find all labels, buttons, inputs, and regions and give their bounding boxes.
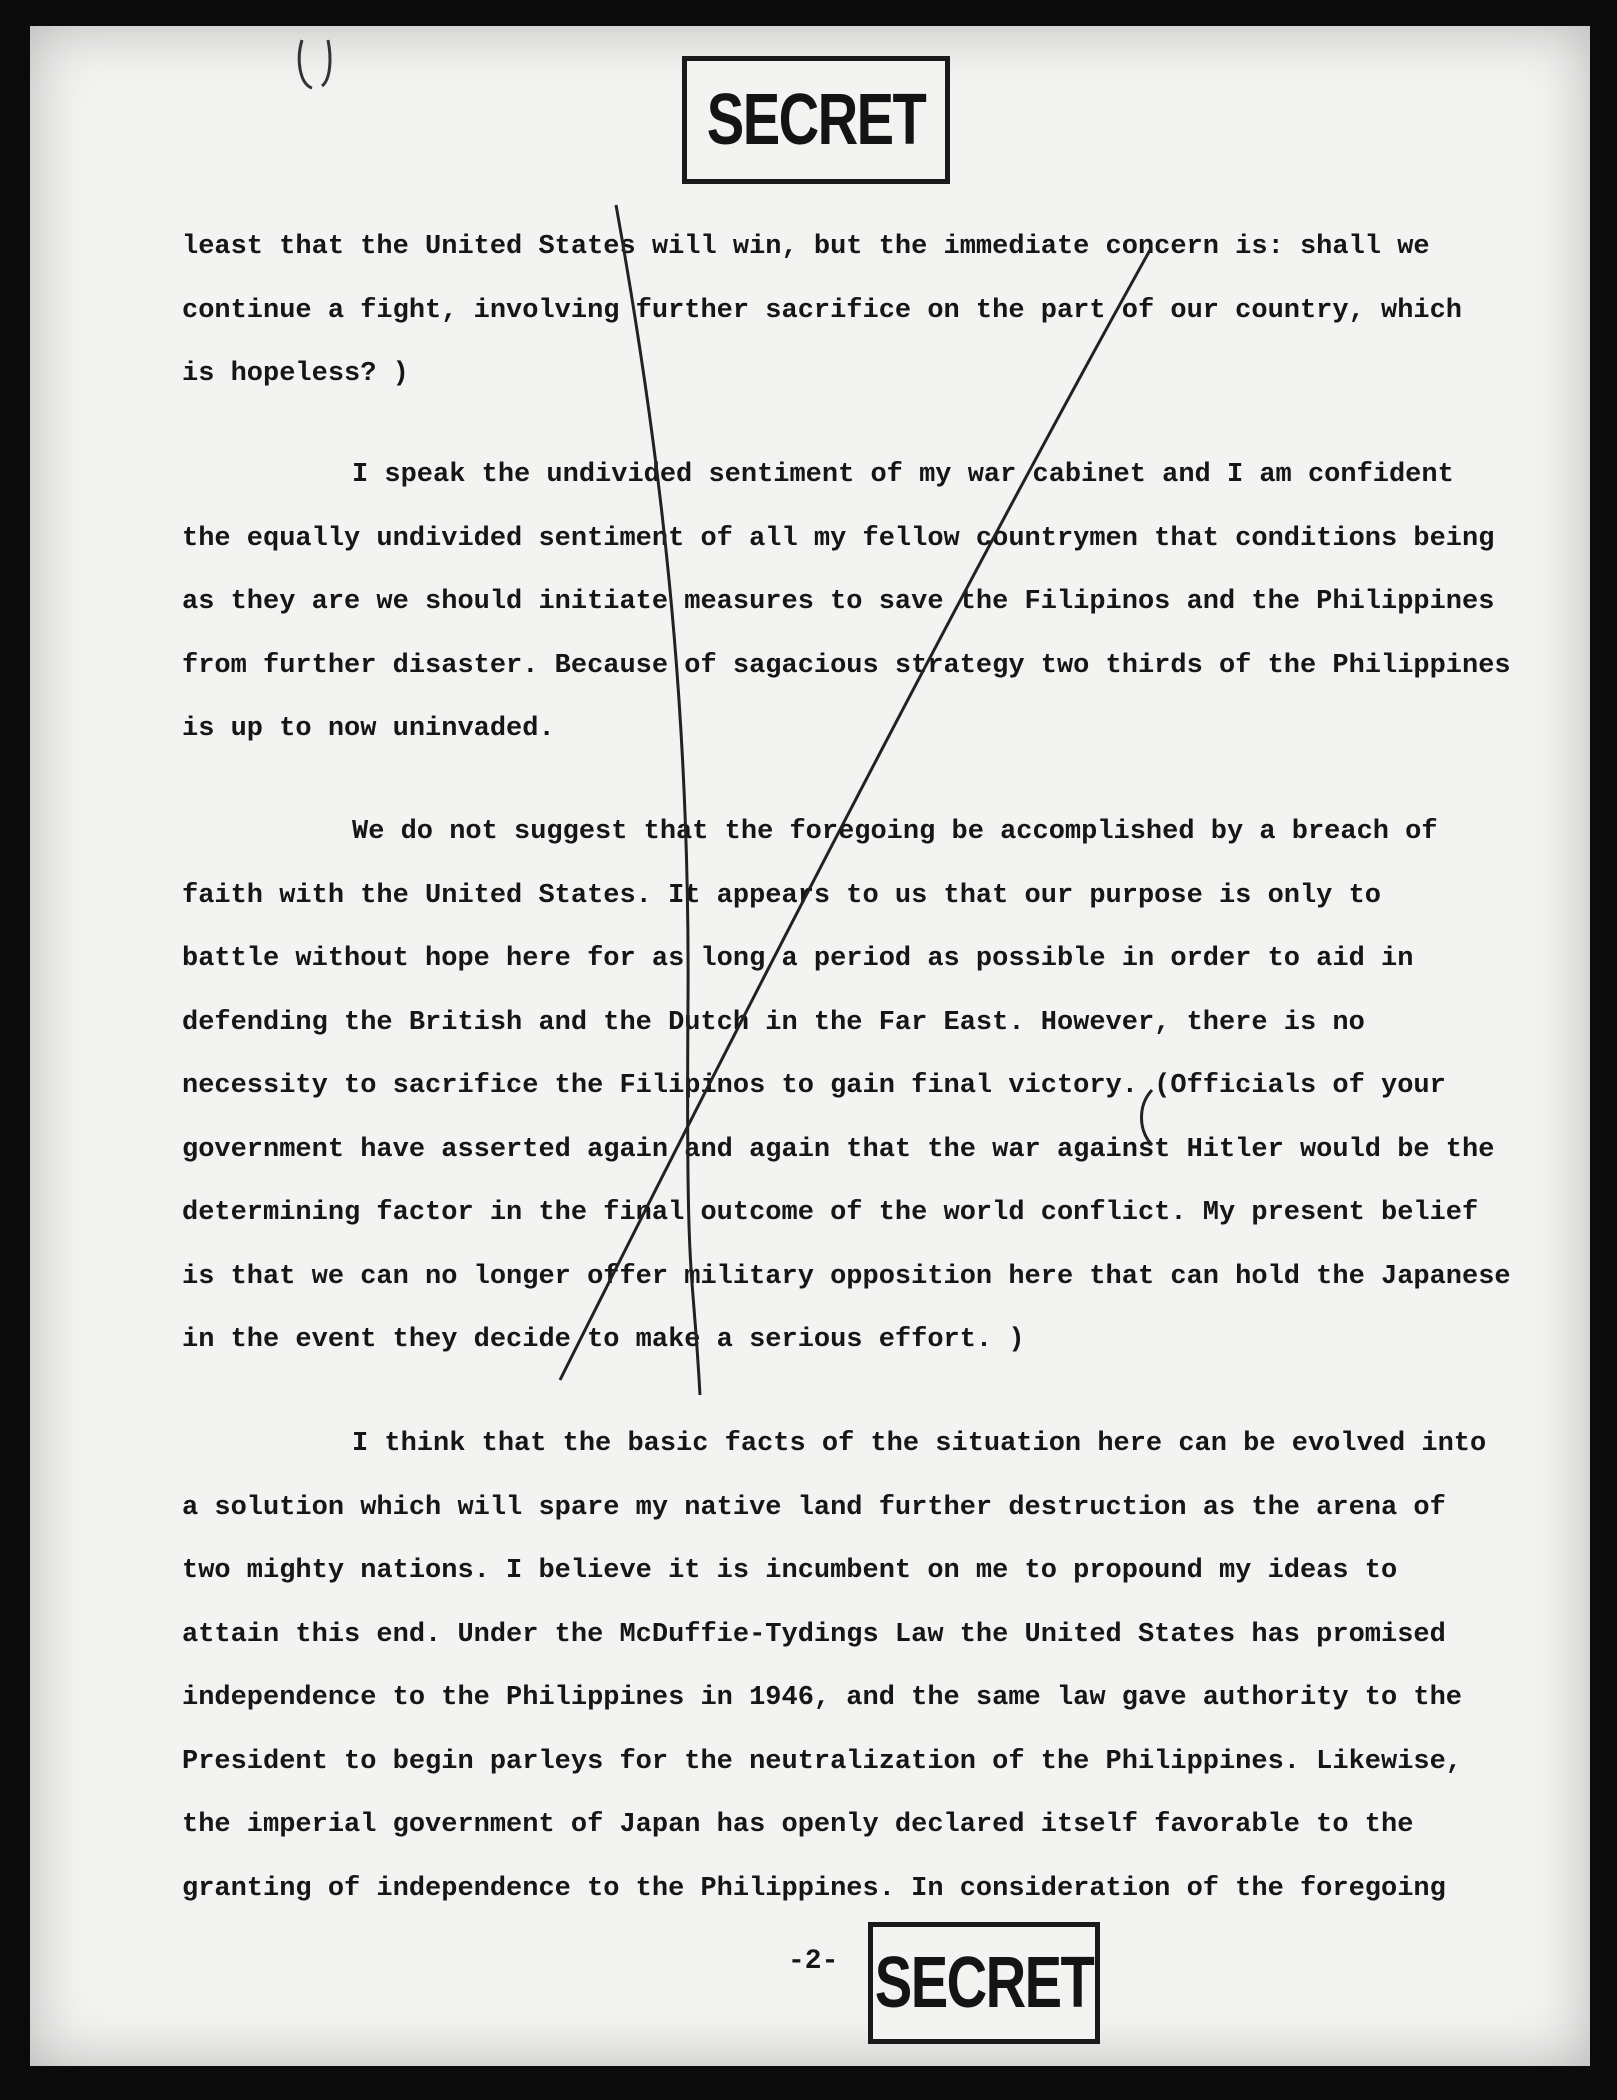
classification-stamp-top	[682, 56, 950, 184]
paragraph-3	[182, 801, 1522, 1373]
text-line: two mighty nations. I believe it is incumbent on me to propound my ideas to	[182, 1556, 1398, 1586]
text-line: as they are we should initiate measures to save the Filipinos and the Philippines	[182, 587, 1495, 617]
text-line: We do not suggest that the foregoing be accomplished by a breach of	[352, 817, 1438, 847]
text-line: the imperial government of Japan has openly declared itself favorable to the	[182, 1810, 1414, 1840]
text-line: continue a fight, involving further sacrifice on the part of our country, which	[182, 295, 1463, 326]
text-line: a solution which will spare my native land further destruction as the arena of	[182, 1492, 1446, 1523]
text-line: least that the United States will win, but the immediate concern is: shall we	[182, 232, 1430, 262]
paragraph-2	[182, 444, 1522, 762]
text-line: independence to the Philippines in 1946, and the same law gave authority to the	[182, 1683, 1463, 1713]
text-line: President to begin parleys for the neutralization of the Philippines. Likewise,	[182, 1746, 1463, 1777]
text-line: from further disaster. Because of sagacious strategy two thirds of the Philippines	[182, 650, 1511, 681]
classification-label-top: SECRET	[706, 80, 926, 160]
text-line: granting of independence to the Philippines. In consideration of the foregoing	[182, 1873, 1446, 1904]
text-line: attain this end. Under the McDuffie-Tydings Law the United States has promised	[182, 1619, 1446, 1650]
classification-label-bottom: SECRET	[874, 1943, 1094, 2023]
page-number: -2-	[788, 1946, 839, 1977]
text-line: I speak the undivided sentiment of my war cabinet and I am confident	[352, 460, 1454, 490]
text-line: faith with the United States. It appears to us that our purpose is only to	[182, 880, 1381, 911]
text-line: I think that the basic facts of the situation here can be evolved into	[352, 1429, 1487, 1459]
text-line: in the event they decide to make a serious effort. )	[182, 1325, 1025, 1355]
text-line: necessity to sacrifice the Filipinos to gain final victory. (Officials of your	[182, 1071, 1446, 1101]
text-line: defending the British and the Dutch in the Far East. However, there is no	[182, 1007, 1365, 1038]
text-line: the equally undivided sentiment of all my fellow countrymen that conditions being	[182, 523, 1495, 554]
text-line: is up to now uninvaded.	[182, 714, 555, 744]
text-line: is that we can no longer offer military opposition here that can hold the Japanese	[182, 1261, 1511, 1292]
text-line: is hopeless? )	[182, 359, 409, 389]
paragraph-4	[182, 1413, 1522, 1921]
text-line: determining factor in the final outcome of the world conflict. My present belief	[182, 1198, 1479, 1228]
text-line: government have asserted again and again that the war against Hitler would be the	[182, 1134, 1495, 1165]
paragraph-1	[182, 216, 1522, 407]
text-line: battle without hope here for as long a period as possible in order to aid in	[182, 944, 1414, 974]
classification-stamp-bottom	[868, 1922, 1100, 2044]
